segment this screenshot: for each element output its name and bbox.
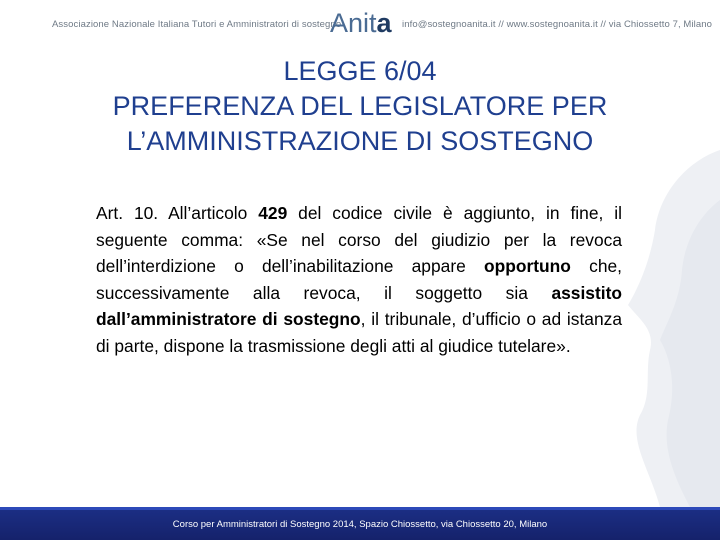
footer-bar [0,507,720,540]
title-line-1: LEGGE 6/04 [283,56,437,86]
association-name: Associazione Nazionale Italiana Tutori e Amministratori di sostegno [52,19,342,30]
title-line-3: L’AMMINISTRAZIONE DI SOSTEGNO [126,126,594,156]
article-number-bold: 429 [258,203,288,223]
article-text [96,200,622,359]
title-line-2: PREFERENZA DEL LEGISLATORE PER [112,91,608,121]
brand-logo-main: Anit [330,8,377,38]
contact-info: info@sostegnoanita.it // www.sostegnoanita.it // via Chiossetto 7, Milano [402,19,713,30]
opportuno-bold: opportuno [484,256,571,276]
assistito-bold: assistito dall’amministratore di sostegno [96,282,622,329]
article-text-part-3: che, successivamente alla revoca, il soggetto sia [96,256,622,303]
slide-title [40,54,680,159]
footer-text: Corso per Amministratori di Sostegno 2014, Spazio Chiossetto, via Chiossetto 20, Milano [172,519,548,530]
footer-accent-line [0,507,720,510]
brand-logo-accent: a [376,8,392,38]
brand-logo [330,8,392,38]
article-text-part-1: Art. 10. All’articolo [96,203,259,223]
article-text-part-2: del codice civile è aggiunto, in fine, il seguente comma: «Se nel corso del giudizio per la revoca dell’interdizione o dell’inabilitazione appare [96,203,622,276]
article-text-part-4: , il tribunale, d’ufficio o ad istanza di parte, dispone la trasmissione degli atti al giudice tutelare». [96,309,622,356]
header-bar [0,0,720,50]
